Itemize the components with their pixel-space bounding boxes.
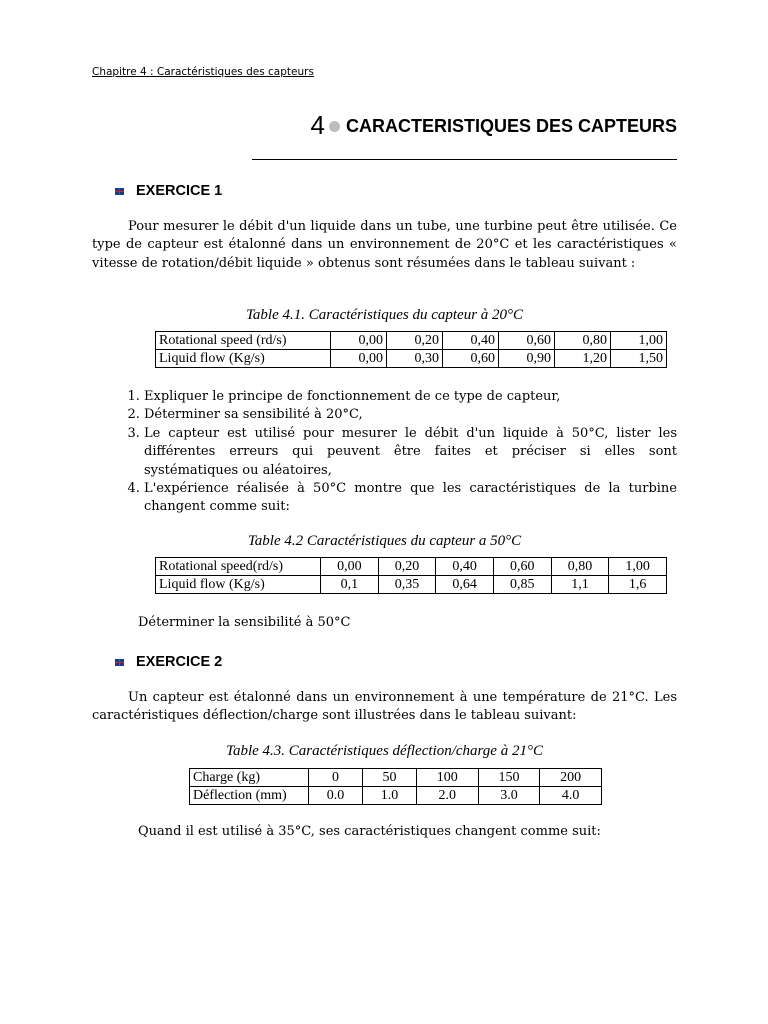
- exercise-2-intro: Un capteur est étalonné dans un environnement à une température de 21°C. Les caractéristiques déflection/charge sont illustrées dans le tableau suivant:: [92, 690, 677, 724]
- exercise-1-heading: EXERCICE 1: [115, 183, 222, 199]
- bullet-dot-icon: [329, 121, 340, 132]
- table-row: Liquid flow (Kg/s) 0,1 0,35 0,64 0,85 1,1 1,6: [156, 576, 667, 594]
- uk-flag-icon: [115, 659, 124, 666]
- table-4-1-caption: Table 4.1. Caractéristiques du capteur à 20°C: [245, 307, 524, 323]
- chapter-title-text: CARACTERISTIQUES DES CAPTEURS: [345, 116, 677, 136]
- exercise-1-intro: Pour mesurer le débit d'un liquide dans un tube, une turbine peut être utilisée. Ce type de capteur est étalonné dans un environnement de 20°C et les caractéristiques « vitesse de rotation/débit liquide » obtenus sont résumées dans le tableau suivant :: [92, 219, 677, 271]
- table-4-3: [189, 768, 602, 805]
- table-row: Liquid flow (Kg/s) 0,00 0,30 0,60 0,90 1,20 1,50: [156, 350, 667, 368]
- list-item: 2. Déterminer sa sensibilité à 20°C,: [144, 406, 677, 424]
- exercise-2-heading: EXERCICE 2: [115, 654, 222, 670]
- exercise-1-closing: Déterminer la sensibilité à 50°C: [138, 615, 351, 630]
- uk-flag-icon: [115, 188, 124, 195]
- exercise-1-questions: [92, 388, 677, 517]
- chapter-number: 4: [310, 110, 325, 140]
- table-row: Déflection (mm) 0.0 1.0 2.0 3.0 4.0: [190, 787, 602, 805]
- table-4-2: [155, 557, 667, 594]
- chapter-title: [252, 110, 677, 141]
- table-row: Rotational speed(rd/s) 0,00 0,20 0,40 0,60 0,80 1,00: [156, 558, 667, 576]
- running-header: Chapitre 4 : Caractéristiques des capteurs: [92, 66, 314, 78]
- list-item: 3. Le capteur est utilisé pour mesurer le débit d'un liquide à 50°C, lister les différentes erreurs qui peuvent être faites et préciser si elles sont systématiques ou aléatoires,: [144, 425, 677, 480]
- table-4-3-caption: Table 4.3. Caractéristiques déflection/charge à 21°C: [226, 743, 543, 759]
- title-underline: [252, 159, 677, 160]
- table-4-2-caption: Table 4.2 Caractéristiques du capteur a 50°C: [247, 533, 522, 549]
- table-row: Rotational speed (rd/s) 0,00 0,20 0,40 0,60 0,80 1,00: [156, 332, 667, 350]
- table-row: Charge (kg) 0 50 100 150 200: [190, 769, 602, 787]
- exercise-2-closing: Quand il est utilisé à 35°C, ses caractéristiques changent comme suit:: [138, 824, 601, 839]
- list-item: 4. L'expérience réalisée à 50°C montre que les caractéristiques de la turbine changent comme suit:: [144, 480, 677, 517]
- table-4-1: [155, 331, 667, 368]
- list-item: 1. Expliquer le principe de fonctionnement de ce type de capteur,: [144, 388, 677, 406]
